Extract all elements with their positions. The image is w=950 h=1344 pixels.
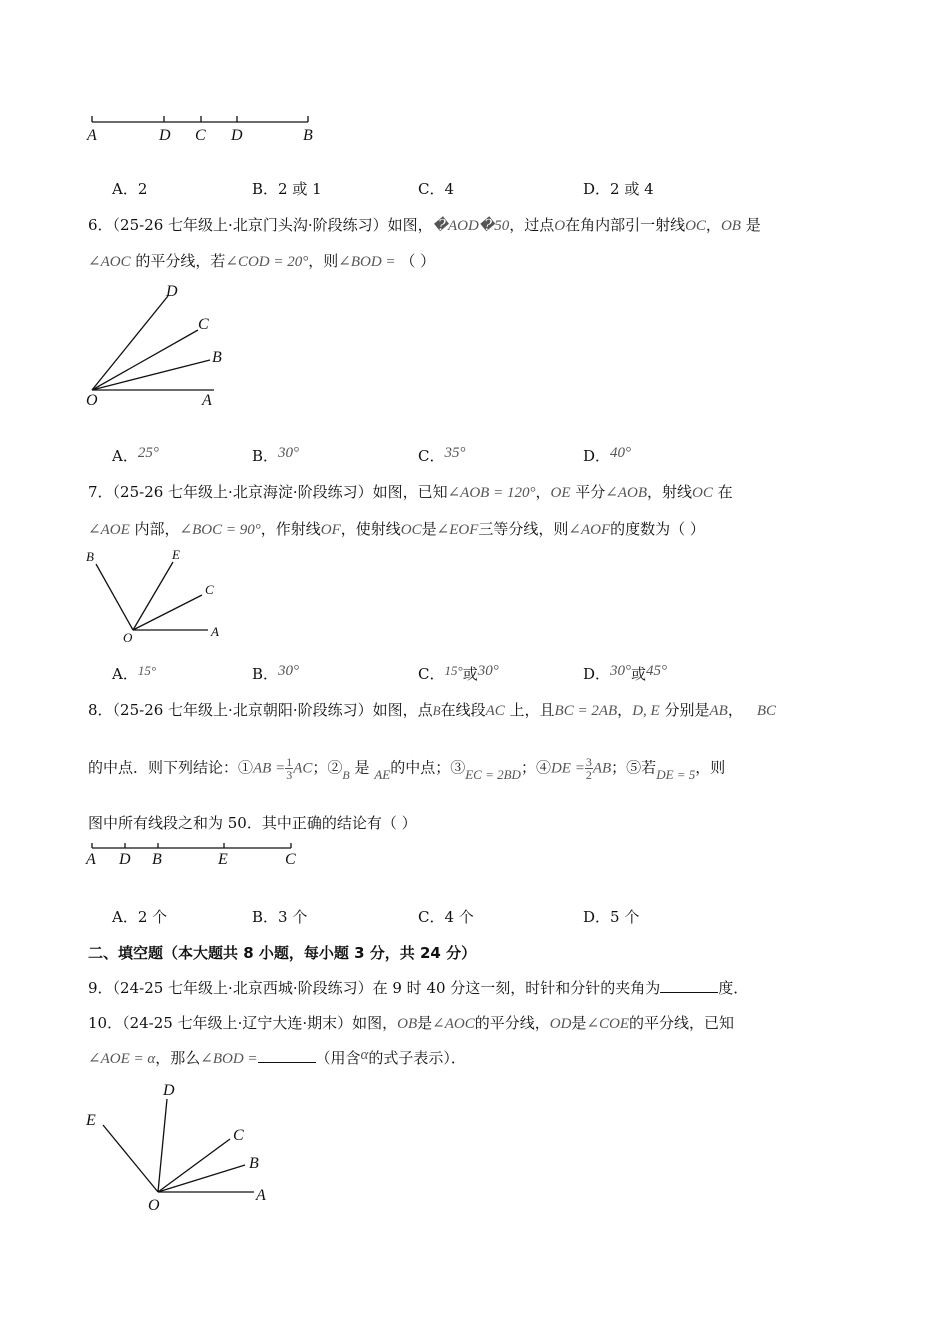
q6-stem-line2: ∠AOC 的平分线，若∠COD = 20°，则∠BOD = （ ） [88, 252, 436, 270]
q6-option-b[interactable]: B．30° [252, 445, 300, 465]
q6-label-d: D [166, 283, 178, 300]
q8-label-e: E [218, 851, 228, 868]
q7-stem-line2: ∠AOE 内部，∠BOC = 90°，作射线OF，使射线OC是∠EOF三等分线，则∠AOF的度数为（ ） [88, 520, 705, 538]
q6-stem-line1: 6．（25-26 七年级上·北京门头沟·阶段练习）如图，�AOD�50，过点O在角内部引一射线OC，OB 是 [88, 216, 761, 234]
q7-option-d[interactable]: D．30°或45° [583, 663, 668, 683]
q6-option-a[interactable]: A．25° [112, 445, 159, 465]
q7-label-a: A [211, 624, 219, 639]
q8-stem-line3: 图中所有线段之和为 50．其中正确的结论有（ ） [88, 814, 417, 832]
q10-stem-line1: 10．（24-25 七年级上·辽宁大连·期末）如图，OB是∠AOC的平分线，OD是∠COE的平分线，已知 [88, 1014, 735, 1032]
q10-stem-line2: ∠AOE = α，那么∠BOD = （用含α的式子表示）． [88, 1047, 466, 1067]
q6-label-a: A [202, 392, 212, 409]
q5-label-d2: D [231, 127, 243, 144]
q6-label-c: C [198, 316, 209, 333]
q5-option-a[interactable]: A．2 [112, 180, 148, 198]
q8-stem-line2: 的中点．则下列结论：①AB = $\frac{1}{3}$ AC；$②_B$ 是 AE的中点；③EC = 2BD；④DE = $\frac{3}{2}$ AB；⑤若DE = 5，则 [88, 755, 726, 782]
q7-label-b: B [86, 549, 94, 564]
q7-label-e: E [172, 547, 180, 562]
q7-label-c: C [205, 582, 214, 597]
q8-option-d[interactable]: D．5 个 [583, 908, 640, 926]
q6-label-o: O [86, 392, 98, 409]
q6-option-d[interactable]: D．40° [583, 445, 632, 465]
q5-label-c: C [195, 127, 206, 144]
q10-label-e: E [86, 1112, 96, 1129]
q8-stem-line1: 8．（25-26 七年级上·北京朝阳·阶段练习）如图，点B在线段AC 上，且BC = 2AB，D, E 分别是AB， BC [88, 701, 776, 719]
q8-fraction-one-third: $\frac{1}{3}$ [286, 755, 293, 782]
q7-stem-line1: 7．（25-26 七年级上·北京海淀·阶段练习）如图，已知∠AOB = 120°，OE 平分∠AOB，射线OC 在 [88, 483, 733, 501]
q8-label-c: C [285, 851, 296, 868]
q5-label-d1: D [159, 127, 171, 144]
q5-label-a: A [87, 127, 97, 144]
q9-stem: 9．（24-25 七年级上·北京西城·阶段练习）在 9 时 40 分这一刻，时针和分针的夹角为 度． [88, 979, 749, 997]
q10-label-c: C [233, 1127, 244, 1144]
q8-option-c[interactable]: C．4 个 [418, 908, 474, 926]
q10-label-d: D [163, 1082, 175, 1099]
q6-option-c[interactable]: C．35° [418, 445, 466, 465]
q8-option-b[interactable]: B．3 个 [252, 908, 308, 926]
q5-option-d[interactable]: D．2 或 4 [583, 180, 654, 198]
q6-label-b: B [212, 349, 222, 366]
q7-option-b[interactable]: B．30° [252, 663, 300, 683]
q8-label-b: B [152, 851, 162, 868]
section-heading: 二、填空题（本大题共 8 小题，每小题 3 分，共 24 分） [88, 944, 477, 962]
q7-label-o: O [123, 630, 133, 645]
q7-option-c[interactable]: C．15°或30° [418, 663, 499, 683]
q8-label-a: A [86, 851, 96, 868]
q10-label-b: B [249, 1155, 259, 1172]
q10-label-o: O [148, 1197, 160, 1214]
q8-option-a[interactable]: A．2 个 [112, 908, 168, 926]
q8-label-d: D [119, 851, 131, 868]
q5-option-c[interactable]: C．4 [418, 180, 455, 198]
q5-label-b: B [303, 127, 313, 144]
q10-label-a: A [256, 1187, 266, 1204]
q5-option-b[interactable]: B．2 或 1 [252, 180, 322, 198]
q8-fraction-three-halves: $\frac{3}{2}$ [585, 755, 592, 782]
q7-option-a[interactable]: A．15° [112, 663, 157, 683]
